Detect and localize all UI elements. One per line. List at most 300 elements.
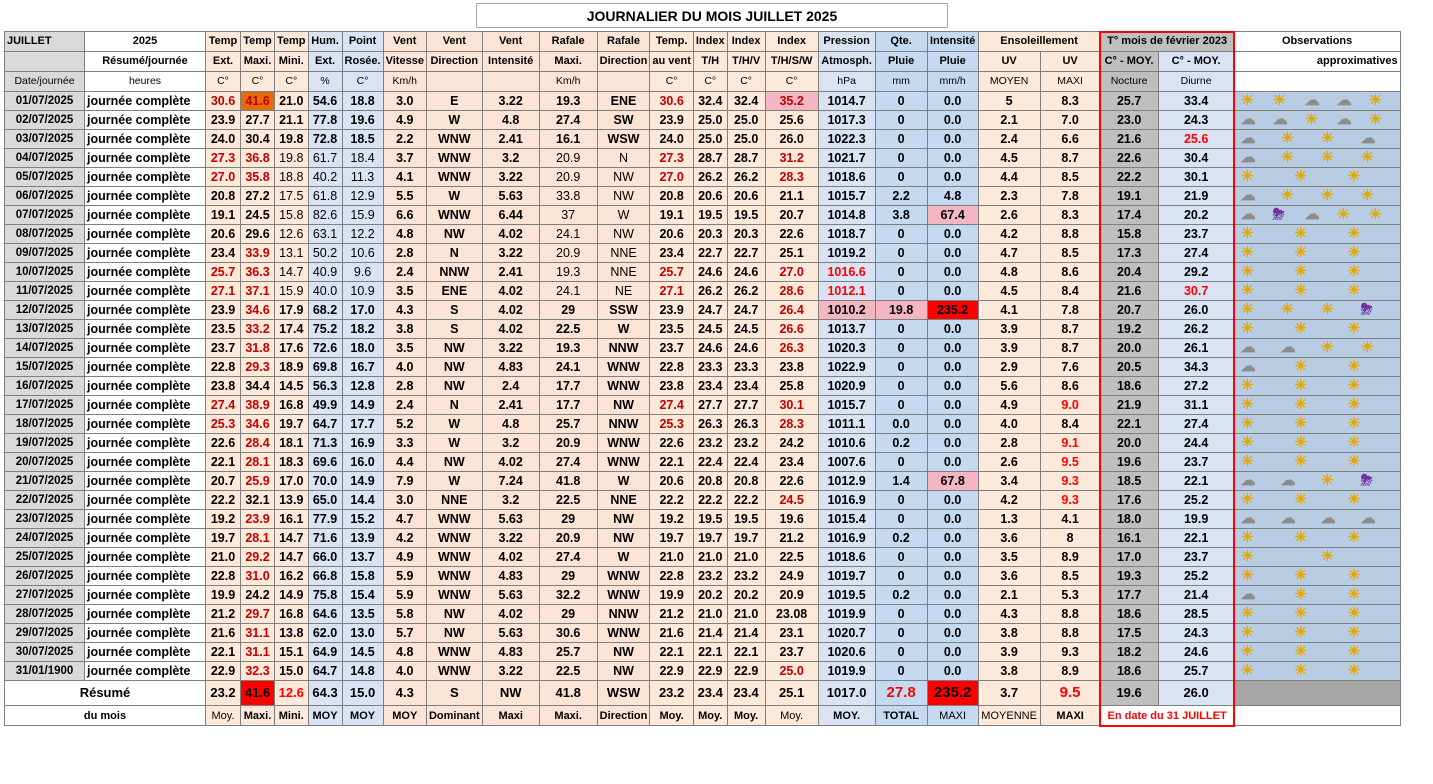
temp-max: 36.3 [241,263,275,282]
pressure: 1016.6 [818,263,875,282]
period: journée complète [85,472,206,491]
sun-icon: ☀ [1240,643,1255,660]
summary-index-thv: 23.4 [727,681,765,706]
night-avg: 20.0 [1100,339,1158,358]
sun-icon: ☀ [1347,244,1361,261]
header-cell: Nocture [1100,72,1158,92]
dew-point: 18.0 [342,339,383,358]
pressure: 1018.6 [818,548,875,567]
wind-intensity: 4.02 [482,282,539,301]
table-row [5,244,1401,263]
header-cell: % [308,72,342,92]
wind-intensity: 2.41 [482,130,539,149]
wind-intensity: 4.02 [482,320,539,339]
humidity: 71.6 [308,529,342,548]
uv-mean: 2.6 [978,453,1040,472]
uv-max: 8.3 [1040,92,1100,111]
temp-ext: 23.5 [206,320,241,339]
temp-ext: 25.3 [206,415,241,434]
gust-direction: WNW [597,586,650,605]
summary-footer-cell: MAXI [927,706,978,726]
rain-qty: 0 [875,244,927,263]
header-cell: C° [342,72,383,92]
wind-speed: 3.0 [383,92,426,111]
night-avg: 18.0 [1100,510,1158,529]
windchill: 27.0 [650,168,694,187]
header-cell: Point [342,32,383,52]
period: journée complète [85,130,206,149]
header-cell: MAXI [1040,72,1100,92]
rain-intensity: 0.0 [927,605,978,624]
uv-mean: 5.6 [978,377,1040,396]
header-cell: Maxi. [539,52,597,72]
wind-speed: 5.5 [383,187,426,206]
wind-speed: 4.8 [383,643,426,662]
temp-min: 12.6 [275,225,309,244]
header-cell [482,72,539,92]
uv-mean: 3.8 [978,624,1040,643]
gust-direction: NW [597,510,650,529]
gust-max: 24.1 [539,282,597,301]
rain-qty: 0 [875,358,927,377]
storm-icon: ⛈ [1360,472,1373,489]
gust-max: 29 [539,510,597,529]
index-thv: 20.3 [727,225,765,244]
windchill: 23.5 [650,320,694,339]
cloud-icon: ☁ [1240,510,1256,527]
header-cell: Index [727,32,765,52]
temp-min: 15.0 [275,662,309,681]
date: 13/07/2025 [5,320,85,339]
sun-icon: ☀ [1347,377,1361,394]
gust-direction: NNW [597,415,650,434]
sun-icon: ☀ [1293,415,1308,432]
wind-intensity: 4.8 [482,111,539,130]
day-avg: 27.4 [1158,244,1234,263]
night-avg: 23.0 [1100,111,1158,130]
uv-max: 9.3 [1040,643,1100,662]
table-row [5,586,1401,605]
uv-max: 8.7 [1040,339,1100,358]
night-avg: 19.6 [1100,453,1158,472]
sun-icon: ☀ [1240,434,1255,451]
rain-intensity: 67.4 [927,206,978,225]
summary-footer-cell: Dominant [426,706,482,726]
gust-direction: NW [597,529,650,548]
period: journée complète [85,529,206,548]
index-th: 22.7 [693,244,727,263]
temp-max: 29.6 [241,225,275,244]
windchill: 25.7 [650,263,694,282]
period: journée complète [85,396,206,415]
pressure: 1010.2 [818,301,875,320]
night-avg: 22.6 [1100,149,1158,168]
rain-intensity: 0.0 [927,130,978,149]
humidity: 82.6 [308,206,342,225]
observation-icons [1234,472,1400,491]
sun-icon: ☀ [1293,491,1308,508]
temp-max: 24.5 [241,206,275,225]
sun-icon: ☀ [1347,491,1361,508]
day-avg: 22.1 [1158,472,1234,491]
header-cell: Atmosph. [818,52,875,72]
index-thsw: 20.9 [765,586,818,605]
temp-max: 29.3 [241,358,275,377]
summary-footer-cell: MOY. [818,706,875,726]
index-thv: 25.0 [727,130,765,149]
cloud-icon: ☁ [1304,206,1320,223]
table-row [5,187,1401,206]
gust-max: 22.5 [539,491,597,510]
gust-max: 20.9 [539,168,597,187]
observation-icons [1234,453,1400,472]
cloud-icon: ☁ [1240,358,1256,375]
header-cell: Index [693,32,727,52]
sun-icon: ☀ [1293,529,1308,546]
windchill: 27.3 [650,149,694,168]
sun-icon: ☀ [1347,358,1361,375]
temp-min: 21.1 [275,111,309,130]
uv-max: 8.7 [1040,149,1100,168]
sun-icon: ☀ [1293,434,1308,451]
wind-intensity: 4.83 [482,643,539,662]
night-avg: 18.2 [1100,643,1158,662]
cloud-icon: ☁ [1280,339,1296,356]
uv-max: 8.8 [1040,225,1100,244]
period: journée complète [85,643,206,662]
gust-direction: W [597,206,650,225]
index-thsw: 21.2 [765,529,818,548]
wind-speed: 4.0 [383,662,426,681]
windchill: 22.8 [650,567,694,586]
date: 18/07/2025 [5,415,85,434]
uv-max: 8.8 [1040,605,1100,624]
day-avg: 24.6 [1158,643,1234,662]
wind-direction: NW [426,225,482,244]
humidity: 64.9 [308,643,342,662]
date: 02/07/2025 [5,111,85,130]
header-cell: Diurne [1158,72,1234,92]
uv-mean: 3.8 [978,662,1040,681]
temp-min: 16.1 [275,510,309,529]
wind-direction: NW [426,377,482,396]
summary-wind-intensity: NW [482,681,539,706]
windchill: 27.1 [650,282,694,301]
table-row [5,396,1401,415]
index-thv: 21.0 [727,548,765,567]
header-cell: T/H [693,52,727,72]
header-cell: Direction [426,52,482,72]
observation-icons [1234,548,1400,567]
period: journée complète [85,168,206,187]
windchill: 19.1 [650,206,694,225]
uv-max: 9.3 [1040,472,1100,491]
wind-intensity: 6.44 [482,206,539,225]
header-cell: Temp [241,32,275,52]
sun-icon: ☀ [1240,263,1255,280]
sun-icon: ☀ [1293,586,1308,603]
header-cell: Qte. [875,32,927,52]
dew-point: 11.3 [342,168,383,187]
cloud-icon: ☁ [1360,510,1376,527]
night-avg: 17.0 [1100,548,1158,567]
dew-point: 13.5 [342,605,383,624]
sun-icon: ☀ [1360,187,1375,204]
temp-ext: 22.2 [206,491,241,510]
day-avg: 21.4 [1158,586,1234,605]
wind-intensity: 4.83 [482,358,539,377]
index-thsw: 21.1 [765,187,818,206]
observation-icons [1234,510,1400,529]
gust-max: 24.1 [539,225,597,244]
observation-icons [1234,225,1400,244]
day-avg: 26.0 [1158,301,1234,320]
sun-icon: ☀ [1320,149,1335,166]
temp-max: 41.6 [241,92,275,111]
gust-max: 20.9 [539,434,597,453]
table-row [5,92,1401,111]
observation-icons [1234,396,1400,415]
header-cell: Vent [482,32,539,52]
day-avg: 27.2 [1158,377,1234,396]
day-avg: 28.5 [1158,605,1234,624]
gust-direction: NNE [597,491,650,510]
dew-point: 15.9 [342,206,383,225]
day-avg: 21.9 [1158,187,1234,206]
dew-point: 16.7 [342,358,383,377]
cloud-icon: ☁ [1240,130,1256,147]
windchill: 21.6 [650,624,694,643]
uv-mean: 2.3 [978,187,1040,206]
wind-speed: 4.9 [383,111,426,130]
sun-icon: ☀ [1293,605,1308,622]
wind-direction: WNW [426,130,482,149]
temp-ext: 21.0 [206,548,241,567]
rain-intensity: 0.0 [927,453,978,472]
pressure: 1019.5 [818,586,875,605]
sun-icon: ☀ [1293,567,1308,584]
table-row [5,206,1401,225]
temp-min: 18.8 [275,168,309,187]
period: journée complète [85,263,206,282]
summary-label: Résumé [5,681,206,706]
index-thv: 23.4 [727,377,765,396]
cloud-icon: ☁ [1240,111,1256,128]
dew-point: 18.4 [342,149,383,168]
summary-temp-max: 41.6 [241,681,275,706]
uv-max: 8 [1040,529,1100,548]
rain-qty: 0 [875,643,927,662]
gust-direction: W [597,320,650,339]
index-thsw: 27.0 [765,263,818,282]
dew-point: 10.9 [342,282,383,301]
header-cell: Hum. [308,32,342,52]
pressure: 1015.7 [818,187,875,206]
wind-direction: S [426,301,482,320]
rain-qty: 0 [875,130,927,149]
summary-wind-speed: 4.3 [383,681,426,706]
day-avg: 23.7 [1158,453,1234,472]
index-th: 22.2 [693,491,727,510]
temp-min: 21.0 [275,92,309,111]
header-cell: Intensité [482,52,539,72]
day-avg: 25.2 [1158,567,1234,586]
wind-speed: 2.4 [383,263,426,282]
wind-direction: ENE [426,282,482,301]
rain-qty: 0 [875,567,927,586]
sun-icon: ☀ [1240,244,1255,261]
sun-icon: ☀ [1272,92,1287,109]
temp-max: 34.4 [241,377,275,396]
observation-icons [1234,187,1400,206]
index-thv: 25.0 [727,111,765,130]
header-cell: Ext. [308,52,342,72]
wind-direction: WNW [426,548,482,567]
header-cell: C° [693,72,727,92]
temp-ext: 27.1 [206,282,241,301]
uv-max: 9.3 [1040,491,1100,510]
sun-icon: ☀ [1280,187,1295,204]
gust-direction: W [597,472,650,491]
temp-min: 19.7 [275,415,309,434]
temp-max: 34.6 [241,301,275,320]
gust-direction: NNE [597,263,650,282]
wind-intensity: 4.83 [482,567,539,586]
gust-direction: WNW [597,434,650,453]
temp-ext: 19.9 [206,586,241,605]
index-th: 27.7 [693,396,727,415]
sun-icon: ☀ [1368,92,1383,109]
rain-intensity: 0.0 [927,282,978,301]
sun-icon: ☀ [1240,529,1255,546]
wind-speed: 5.8 [383,605,426,624]
gust-direction: NE [597,282,650,301]
temp-ext: 21.6 [206,624,241,643]
wind-direction: W [426,415,482,434]
temp-min: 17.5 [275,187,309,206]
header-cell: Pluie [927,52,978,72]
gust-max: 24.1 [539,358,597,377]
uv-max: 9.5 [1040,453,1100,472]
sun-icon: ☀ [1320,548,1335,565]
uv-mean: 4.2 [978,491,1040,510]
temp-min: 13.1 [275,244,309,263]
uv-mean: 4.1 [978,301,1040,320]
table-row [5,111,1401,130]
table-row [5,225,1401,244]
wind-speed: 4.9 [383,548,426,567]
wind-speed: 3.7 [383,149,426,168]
date: 06/07/2025 [5,187,85,206]
night-avg: 21.6 [1100,282,1158,301]
wind-direction: W [426,187,482,206]
observation-icons [1234,244,1400,263]
header-cell: Vent [383,32,426,52]
humidity: 61.7 [308,149,342,168]
rain-intensity: 0.0 [927,624,978,643]
wind-intensity: 7.24 [482,472,539,491]
index-th: 23.2 [693,567,727,586]
night-avg: 17.4 [1100,206,1158,225]
cloud-icon: ☁ [1360,130,1376,147]
temp-min: 16.8 [275,605,309,624]
night-avg: 20.5 [1100,358,1158,377]
pressure: 1015.4 [818,510,875,529]
wind-speed: 3.8 [383,320,426,339]
header-cell: Intensité [927,32,978,52]
index-thsw: 28.3 [765,415,818,434]
header-cell: C° - MOY. [1100,52,1158,72]
index-thv: 23.3 [727,358,765,377]
rain-qty: 0 [875,548,927,567]
uv-mean: 3.6 [978,529,1040,548]
index-th: 24.5 [693,320,727,339]
temp-ext: 25.7 [206,263,241,282]
gust-direction: NW [597,643,650,662]
pressure: 1021.7 [818,149,875,168]
index-th: 21.0 [693,548,727,567]
header-cell: mm/h [927,72,978,92]
rain-qty: 0 [875,624,927,643]
pressure: 1019.7 [818,567,875,586]
wind-speed: 4.2 [383,529,426,548]
header-cell: T/H/V [727,52,765,72]
date: 12/07/2025 [5,301,85,320]
index-thsw: 28.6 [765,282,818,301]
humidity: 72.8 [308,130,342,149]
index-thsw: 23.4 [765,453,818,472]
gust-max: 27.4 [539,453,597,472]
temp-ext: 30.6 [206,92,241,111]
temp-max: 25.9 [241,472,275,491]
sun-icon: ☀ [1293,320,1308,337]
header-cell: T/H/S/W [765,52,818,72]
index-th: 20.6 [693,187,727,206]
gust-direction: NW [597,662,650,681]
index-thv: 26.3 [727,415,765,434]
header-cell: Km/h [383,72,426,92]
index-thv: 22.1 [727,643,765,662]
table-row [5,320,1401,339]
temp-max: 24.2 [241,586,275,605]
index-thsw: 24.9 [765,567,818,586]
index-thsw: 35.2 [765,92,818,111]
index-thv: 26.2 [727,282,765,301]
uv-max: 7.8 [1040,301,1100,320]
rain-intensity: 235.2 [927,301,978,320]
wind-intensity: 5.63 [482,586,539,605]
sun-icon: ☀ [1347,282,1361,299]
dew-point: 14.9 [342,396,383,415]
pressure: 1015.7 [818,396,875,415]
summary-footer-cell: Moy. [765,706,818,726]
pressure: 1016.9 [818,491,875,510]
temp-max: 29.2 [241,548,275,567]
summary-index-th: 23.4 [693,681,727,706]
table-row [5,605,1401,624]
header-cell: Vent [426,32,482,52]
sun-icon: ☀ [1240,282,1255,299]
observation-icons [1234,301,1400,320]
observation-icons [1234,263,1400,282]
sun-icon: ☀ [1240,92,1255,109]
sun-icon: ☀ [1304,111,1319,128]
uv-max: 9.0 [1040,396,1100,415]
temp-ext: 22.8 [206,567,241,586]
header-cell: 2025 [85,32,206,52]
uv-max: 8.7 [1040,320,1100,339]
dew-point: 9.6 [342,263,383,282]
